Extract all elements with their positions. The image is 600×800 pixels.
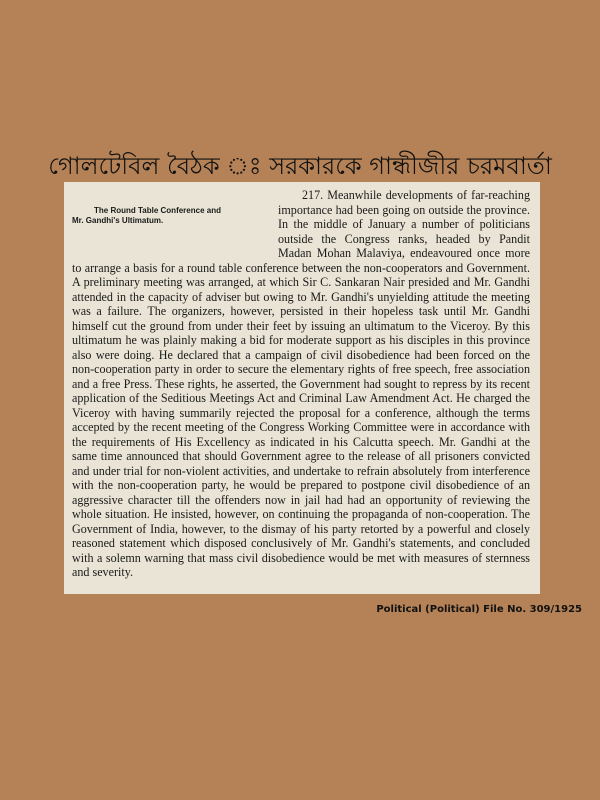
margin-note-line: Mr. Gandhi's Ultimatum. (72, 215, 164, 225)
paragraph-body: Meanwhile developments of far-reaching importance had been going on outside the province. In the middle of January a number of politicians outside the Congress ranks, headed by Pandit Madan Mohan Malaviya, endeavoured once more to arrange a basis for a round table conference between the non-cooperators and Government. A preliminary meeting was arranged, at which Sir C. Sankaran Nair presided and Mr. Gandhi attended in the capacity of adviser but owing to Mr. Gandhi's unyielding attitude the meeting was a failure. The organizers, however, persisted in their hopeless task until Mr. Gandhi himself cut the ground from under their feet by issuing an ultimatum to the Viceroy. By this ultimatum he was plainly making a bid for moderate support as his disciples in this province also were doing. He declared that a campaign of civil disobedience had been forced on the non-cooperation party in order to secure the elementary rights of free speech, free association and a free Press. These rights, he asserted, the Government had sought to repress by its recent application of the Seditious Meetings Act and Criminal Law Amendment Act. He charged the Viceroy with having summarily rejected the proposal for a conference, although the terms accepted by the recent meeting of the Congress Working Committee were in accordance with the requirements of His Excellency as indicated in his Calcutta speech. Mr. Gandhi at the same time announced that should Government agree to the release of all prisoners convicted and under trial for non-violent activities, and undertake to refrain absolutely from interference with the non-cooperation party, he would be prepared to postpone civil disobedience of an aggressive character till the offenders now in jail had had an opportunity of reviewing the whole situation. He insisted, however, on continuing the propaganda of non-cooperation. The Government of India, however, to the dismay of his party retorted by a powerful and closely reasoned statement which disposed conclusively of Mr. Gandhi's statements, and concluded with a solemn warning that mass civil disobedience would be met with measures of sternness and severity. (72, 188, 530, 579)
margin-note-line: The Round Table Conference and (94, 206, 221, 215)
page-heading: গোলটেবিল বৈঠক ঃ সরকারকে গান্ধীজীর চরমবার্তা (48, 152, 552, 180)
source-citation: Political (Political) File No. 309/1925 (376, 604, 582, 615)
paragraph (72, 188, 530, 580)
clipping-text (72, 188, 530, 580)
paragraph-number: 217. (302, 188, 324, 202)
document-clipping (64, 182, 540, 594)
margin-note (72, 206, 270, 250)
